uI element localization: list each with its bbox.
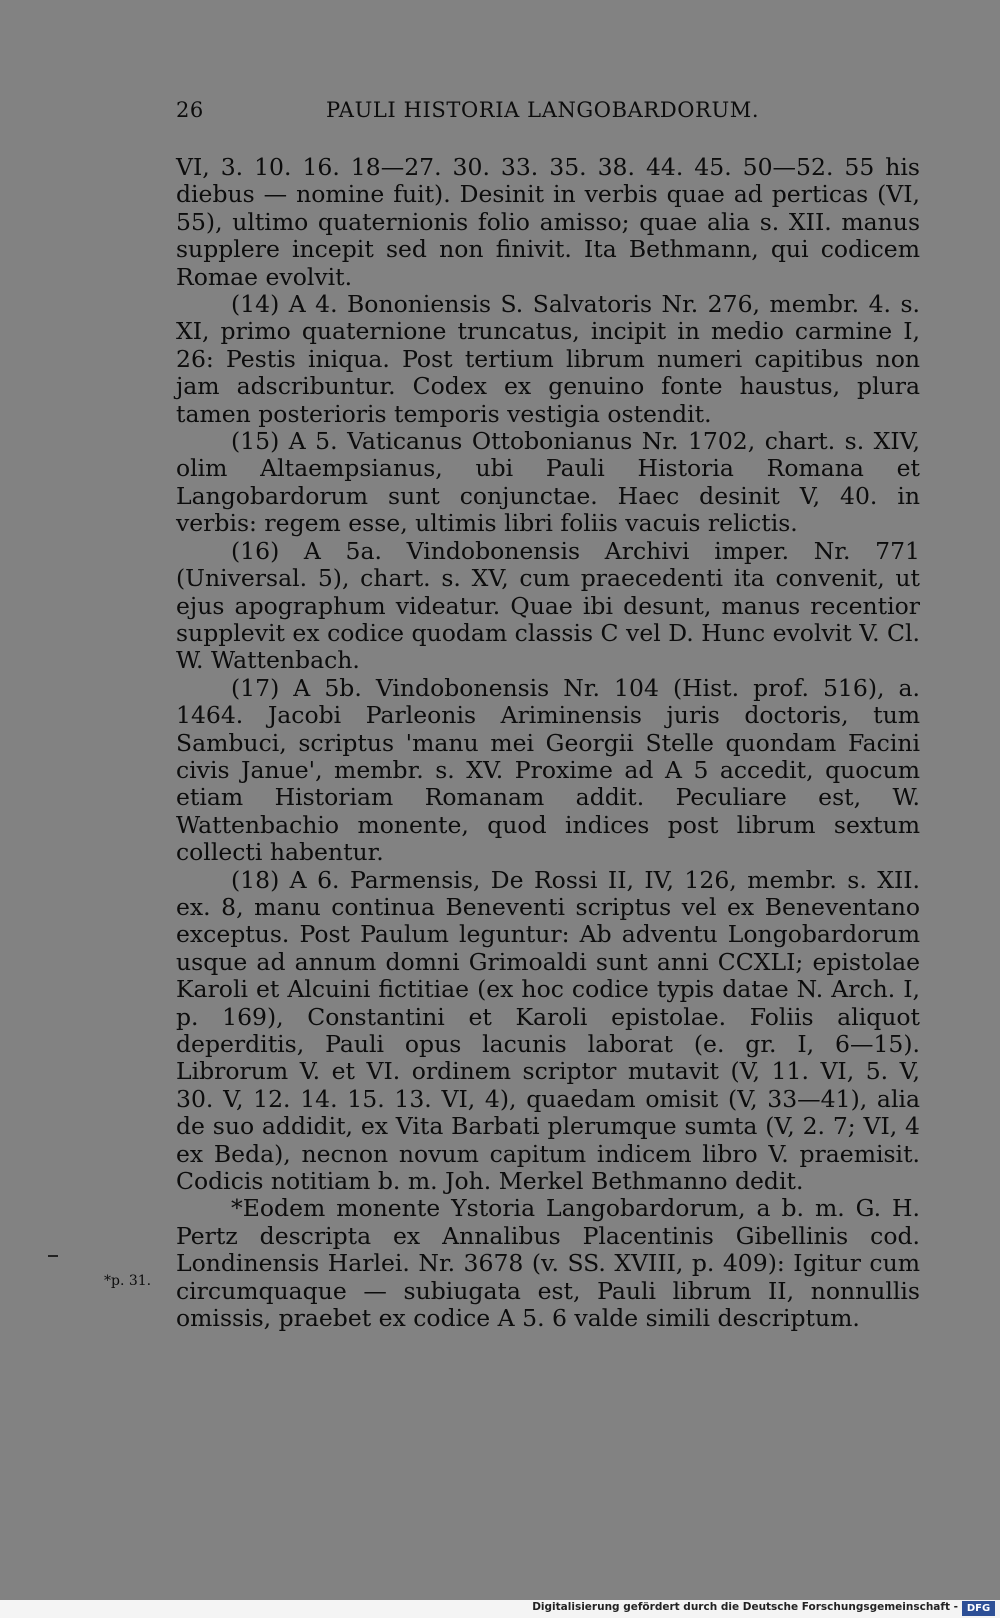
body-text bbox=[176, 154, 920, 1332]
paragraph-entry-14: (14) A 4. Bononiensis S. Salvatoris Nr. 276, membr. 4. s. XI, primo quaternione truncatus, incipit in medio carmine I, 26: Pestis iniqua. Post tertium librum numeri capitibus non jam adscribuntur. Codex ex genuino fonte haustus, plura tamen posterioris temporis vestigia ostendit. bbox=[176, 290, 920, 428]
footer-credit: Digitalisierung gefördert durch die Deutsche Forschungsgemeinschaft - bbox=[532, 1601, 958, 1613]
dfg-logo-icon: DFG bbox=[962, 1601, 995, 1616]
running-title: PAULI HISTORIA LANGOBARDORUM. bbox=[326, 98, 760, 122]
paragraph-entry-15: (15) A 5. Vaticanus Ottobonianus Nr. 1702, chart. s. XIV, olim Altaempsianus, ubi Pauli Historia Romana et Langobardorum sunt conjunctae. Haec desinit V, 40. in verbis: regem esse, ultimis libri foliis vacuis relictis. bbox=[176, 427, 920, 538]
paragraph-entry-17: (17) A 5b. Vindobonensis Nr. 104 (Hist. prof. 516), a. 1464. Jacobi Parleonis Ariminensis juris doctoris, tum Sambuci, scriptus 'manu mei Georgii Stelle quondam Facini civis Janue', membr. s. XV. Proxime ad A 5 accedit, quocum etiam Historiam Romanam addit. Peculiare est, W. Wattenbachio monente, quod indices post librum sextum collecti habentur. bbox=[176, 673, 920, 867]
footer-bar bbox=[0, 1600, 1000, 1618]
page-header bbox=[0, 98, 1000, 128]
paragraph-entry-16: (16) A 5a. Vindobonensis Archivi imper. Nr. 771 (Universal. 5), chart. s. XV, cum praecedenti ita convenit, ut ejus apographum videatur. Quae ibi desunt, manus recentior supplevit ex codice quodam classis C vel D. Hunc evolvit V. Cl. W. Wattenbach. bbox=[176, 536, 920, 675]
paragraph-note: *Eodem monente Ystoria Langobardorum, a b. m. G. H. Pertz descripta ex Annalibus Placentinis Gibellinis cod. Londinensis Harlei. Nr. 3678 (v. SS. XVIII, p. 409): Igitur cum circumquaque — subiugata est, Pauli librum II, nonnullis omissis, praebet ex codice A 5. 6 valde simili descriptum. bbox=[176, 1194, 920, 1333]
paragraph-entry-18: (18) A 6. Parmensis, De Rossi II, IV, 126, membr. s. XII. ex. 8, manu continua Beneventi scriptus vel ex Beneventano exceptus. Post Paulum leguntur: Ab adventu Longobardorum usque ad annum domni Grimoaldi sunt anni CCXLI; epistolae Karoli et Alcuini fictitiae (ex hoc codice typis datae N. Arch. I, p. 169), Constantini et Karoli epistolae. Foliis aliquot deperditis, Pauli opus lacunis laborat (e. gr. I, 6—15). Librorum V. et VI. ordinem scriptor mutavit (V, 11. VI, 5. V, 30. V, 12. 14. 15. 13. VI, 4), quaedam omisit (V, 33—41), alia de suo addidit, ex Vita Barbati plerumque sumta (V, 2. 7; VI, 4 ex Beda), necnon novum capitum indicem libro V. praemisit. Codicis notitiam b. m. Joh. Merkel Bethmanno dedit. bbox=[176, 865, 920, 1196]
page-number: 26 bbox=[176, 98, 204, 122]
margin-dash bbox=[48, 1255, 58, 1257]
margin-note: *p. 31. bbox=[104, 1273, 152, 1289]
paragraph-continuation: VI, 3. 10. 16. 18—27. 30. 33. 35. 38. 44. 45. 50—52. 55 his diebus — nomine fuit). Desinit in verbis quae ad perticas (VI, 55), ultimo quaternionis folio amisso; quae alia s. XII. manus supplere incepit sed non finivit. Ita Bethmann, qui codicem Romae evolvit. bbox=[176, 153, 920, 291]
